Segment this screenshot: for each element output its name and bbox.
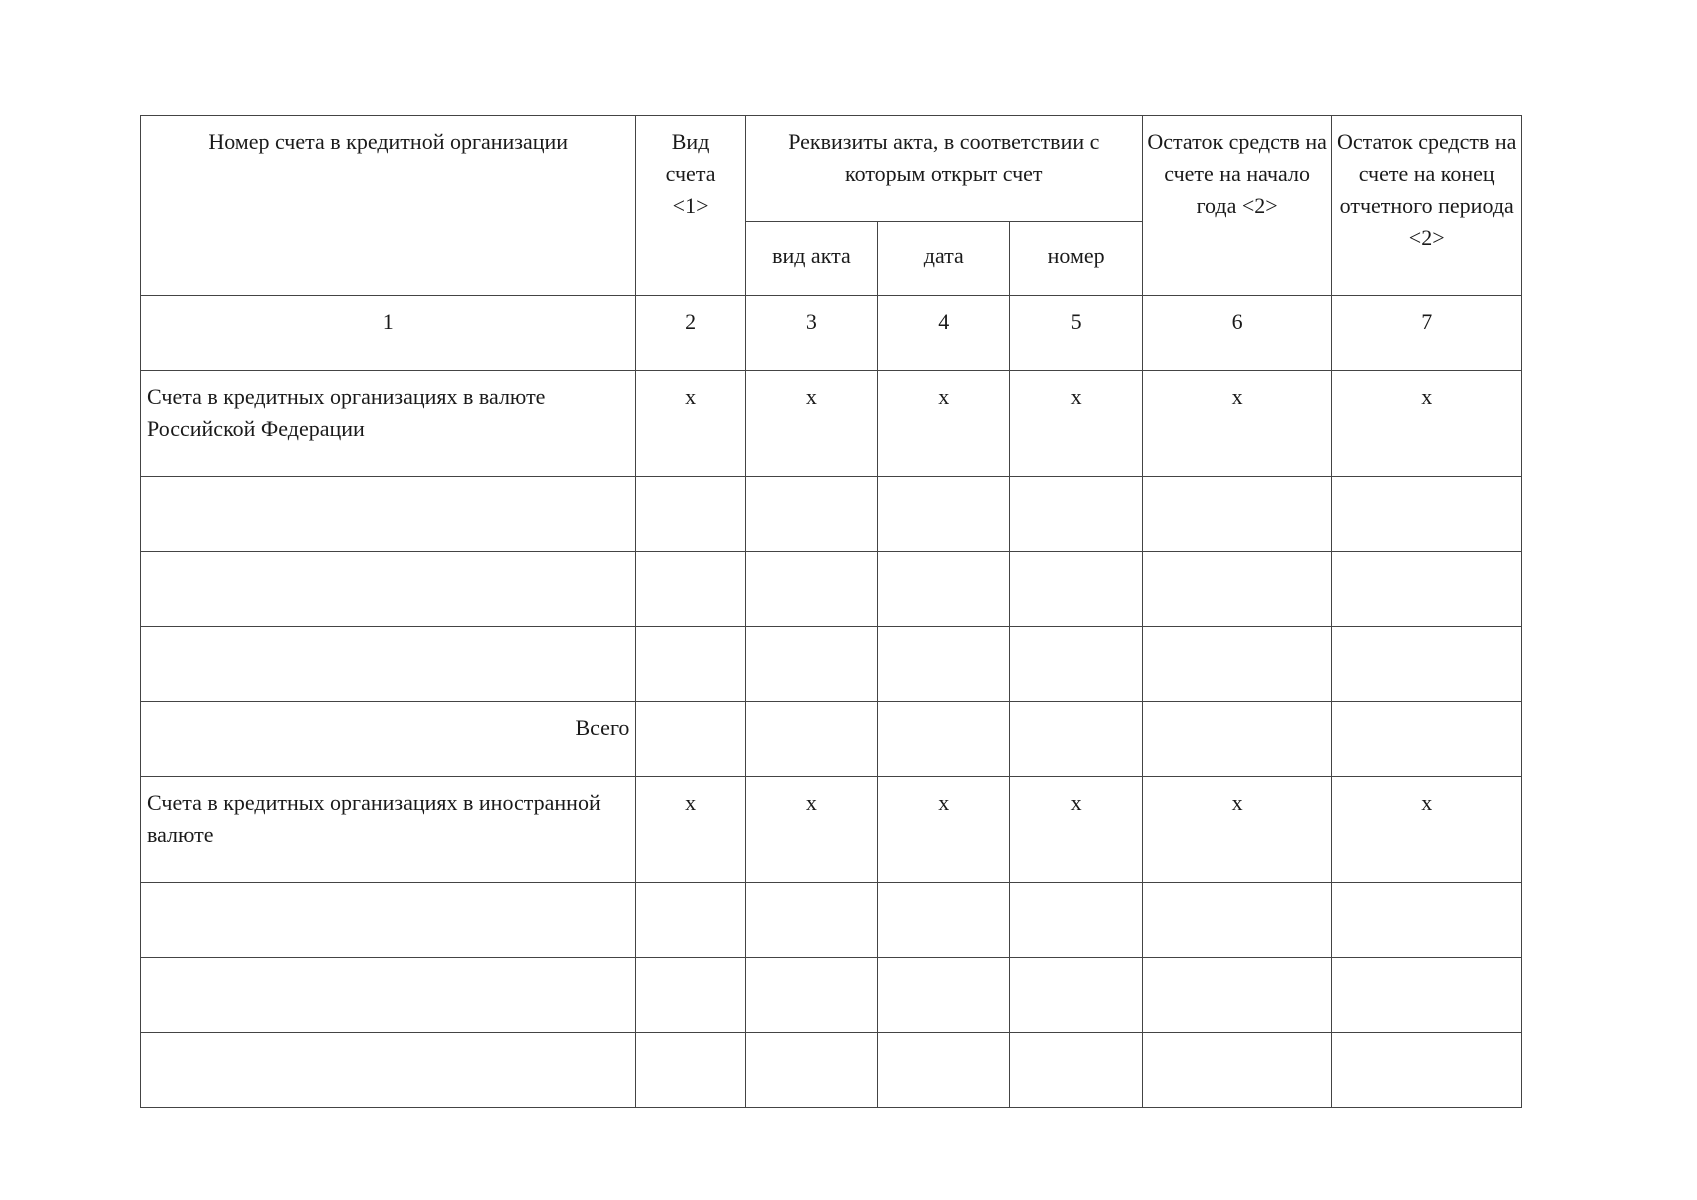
section-mark: x — [636, 371, 745, 477]
table-cell[interactable] — [636, 627, 745, 702]
table-row — [141, 1033, 1522, 1108]
header-row — [141, 116, 1522, 222]
table-cell[interactable] — [1332, 552, 1522, 627]
table-cell[interactable] — [1332, 627, 1522, 702]
section-mark: x — [636, 777, 745, 883]
section-mark: x — [878, 371, 1010, 477]
table-row — [141, 883, 1522, 958]
table-cell[interactable] — [878, 627, 1010, 702]
section-label-rub: Счета в кредитных организациях в валюте Российской Федерации — [141, 371, 636, 477]
table-cell[interactable] — [141, 477, 636, 552]
table-cell[interactable] — [1010, 1033, 1142, 1108]
section-mark: x — [1142, 371, 1332, 477]
table-cell[interactable] — [1010, 958, 1142, 1033]
table-cell[interactable] — [141, 1033, 636, 1108]
column-number: 5 — [1010, 296, 1142, 371]
header-balance-start — [1142, 116, 1332, 296]
table-row — [141, 958, 1522, 1033]
table-cell[interactable] — [636, 958, 745, 1033]
table-cell[interactable] — [636, 702, 745, 777]
table-row — [141, 552, 1522, 627]
table-cell[interactable] — [1010, 477, 1142, 552]
table-cell[interactable] — [878, 1033, 1010, 1108]
column-number: 4 — [878, 296, 1010, 371]
table-cell[interactable] — [878, 552, 1010, 627]
table-cell[interactable] — [141, 883, 636, 958]
section-mark: x — [745, 371, 877, 477]
table-cell[interactable] — [1142, 627, 1332, 702]
table-cell[interactable] — [636, 552, 745, 627]
table-cell[interactable] — [1332, 477, 1522, 552]
table-row — [141, 627, 1522, 702]
column-number: 1 — [141, 296, 636, 371]
table-cell[interactable] — [878, 477, 1010, 552]
table-cell[interactable] — [141, 627, 636, 702]
table-cell[interactable] — [1332, 883, 1522, 958]
header-act-number: номер — [1010, 222, 1142, 296]
table-cell[interactable] — [878, 702, 1010, 777]
header-account-number-text: Номер счета в кредитной организации — [208, 129, 569, 154]
table-cell[interactable] — [1332, 702, 1522, 777]
header-account-type-text: Вид счета <1> — [665, 129, 716, 218]
column-number: 6 — [1142, 296, 1332, 371]
table-cell[interactable] — [878, 958, 1010, 1033]
section-mark: x — [745, 777, 877, 883]
table-cell[interactable] — [1010, 552, 1142, 627]
table-cell[interactable] — [141, 958, 636, 1033]
section-row-foreign — [141, 777, 1522, 883]
total-label: Всего — [141, 702, 636, 777]
total-row — [141, 702, 1522, 777]
table-cell[interactable] — [745, 702, 877, 777]
section-mark: x — [1010, 777, 1142, 883]
table-cell[interactable] — [745, 958, 877, 1033]
table-cell[interactable] — [1332, 958, 1522, 1033]
table-cell[interactable] — [1142, 1033, 1332, 1108]
header-act-type: вид акта — [745, 222, 877, 296]
table-cell[interactable] — [1142, 883, 1332, 958]
table-cell[interactable] — [636, 477, 745, 552]
table-cell[interactable] — [1332, 1033, 1522, 1108]
table-cell[interactable] — [745, 1033, 877, 1108]
table-cell[interactable] — [745, 477, 877, 552]
header-act-details-text: Реквизиты акта, в соответствии с которым открыт счет — [788, 129, 1100, 186]
header-account-type — [636, 116, 745, 296]
section-mark: x — [878, 777, 1010, 883]
section-row-rub — [141, 371, 1522, 477]
table-cell[interactable] — [1010, 627, 1142, 702]
table-cell[interactable] — [1142, 958, 1332, 1033]
section-mark: x — [1332, 371, 1522, 477]
table-cell[interactable] — [745, 552, 877, 627]
column-number: 3 — [745, 296, 877, 371]
table-cell[interactable] — [636, 1033, 745, 1108]
table-cell[interactable] — [745, 883, 877, 958]
table-cell[interactable] — [878, 883, 1010, 958]
column-number: 7 — [1332, 296, 1522, 371]
header-act-date: дата — [878, 222, 1010, 296]
table-cell[interactable] — [745, 627, 877, 702]
section-mark: x — [1142, 777, 1332, 883]
table-cell[interactable] — [1010, 883, 1142, 958]
header-act-details — [745, 116, 1142, 222]
header-account-number — [141, 116, 636, 296]
section-mark: x — [1332, 777, 1522, 883]
column-number: 2 — [636, 296, 745, 371]
column-numbers-row — [141, 296, 1522, 371]
table-cell[interactable] — [1142, 552, 1332, 627]
accounts-table — [140, 115, 1522, 1108]
table-row — [141, 477, 1522, 552]
table-cell[interactable] — [1142, 477, 1332, 552]
table-cell[interactable] — [1010, 702, 1142, 777]
header-balance-start-text: Остаток средств на счете на начало года <2> — [1147, 129, 1327, 218]
header-balance-end — [1332, 116, 1522, 296]
table-cell[interactable] — [1142, 702, 1332, 777]
table-cell[interactable] — [636, 883, 745, 958]
section-mark: x — [1010, 371, 1142, 477]
header-balance-end-text: Остаток средств на счете на конец отчетного периода <2> — [1336, 129, 1517, 250]
section-label-foreign: Счета в кредитных организациях в иностранной валюте — [141, 777, 636, 883]
table-cell[interactable] — [141, 552, 636, 627]
